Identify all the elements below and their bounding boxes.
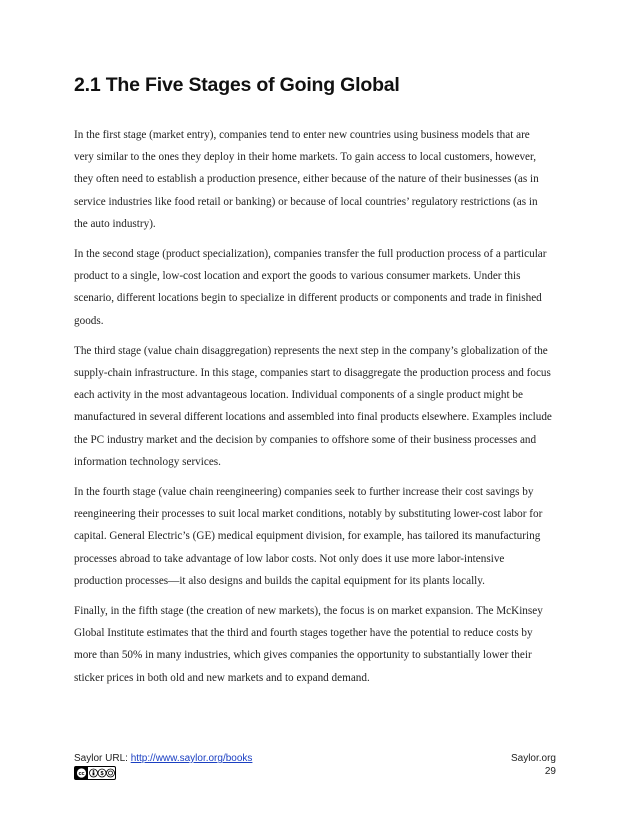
paragraph-stage-5: Finally, in the fifth stage (the creation of new markets), the focus is on market expansion. The McKinsey Global Institute estimates that the third and fourth stages together have the potential to reduce costs by more than 50% in many industries, which gives companies the opportunity to substantially lower their sticker prices in both old and new markets and to expand demand. [74, 605, 543, 684]
svg-text:cc: cc [78, 771, 85, 778]
paragraph-stage-4: In the fourth stage (value chain reengineering) companies seek to further increase their cost savings by reengineering their processes to suit local market conditions, notably by substituting lower-cost labor for capital. General Electric’s (GE) medical equipment division, for example, has tailored its manufacturing processes abroad to take advantage of low labor costs. Not only does it use more labor-intensive production processes—it also designs and builds the capital equipment for its plants locally. [74, 486, 543, 587]
page-number: 29 [544, 766, 556, 777]
paragraph-stage-3: The third stage (value chain disaggregation) represents the next step in the company’s globalization of the supply-chain infrastructure. In this stage, companies start to disaggregate the production process and focus each activity in the most advantageous location. Individual components of a single product might be manufactured in several different locations and assembled into final products elsewhere. Examples include the PC industry market and the decision by companies to offshore some of their business processes and information technology services. [74, 344, 552, 468]
svg-text:$: $ [100, 771, 104, 777]
creative-commons-license-icon [74, 766, 116, 780]
section-heading: 2.1 The Five Stages of Going Global [74, 74, 400, 96]
footer-site-name: Saylor.org [510, 753, 556, 764]
footer-url-line [74, 753, 252, 764]
saylor-books-link[interactable]: http://www.saylor.org/books [130, 753, 253, 764]
paragraph-stage-1: In the first stage (market entry), companies tend to enter new countries using business models that are very similar to the ones they deploy in their home markets. To gain access to local customers, however, they often need to establish a production presence, either because of the nature of their businesses (as in service industries like food retail or banking) or because of local countries’ regulatory restrictions (as in the auto industry). [74, 129, 539, 230]
body-text [74, 124, 552, 697]
paragraph-stage-2: In the second stage (product specialization), companies transfer the full production process of a particular product to a single, low-cost location and export the goods to various consumer markets. Under this scenario, different locations begin to specialize in different products or components and trade in finished goods. [74, 248, 547, 327]
footer-url-prefix: Saylor URL: [74, 753, 131, 764]
